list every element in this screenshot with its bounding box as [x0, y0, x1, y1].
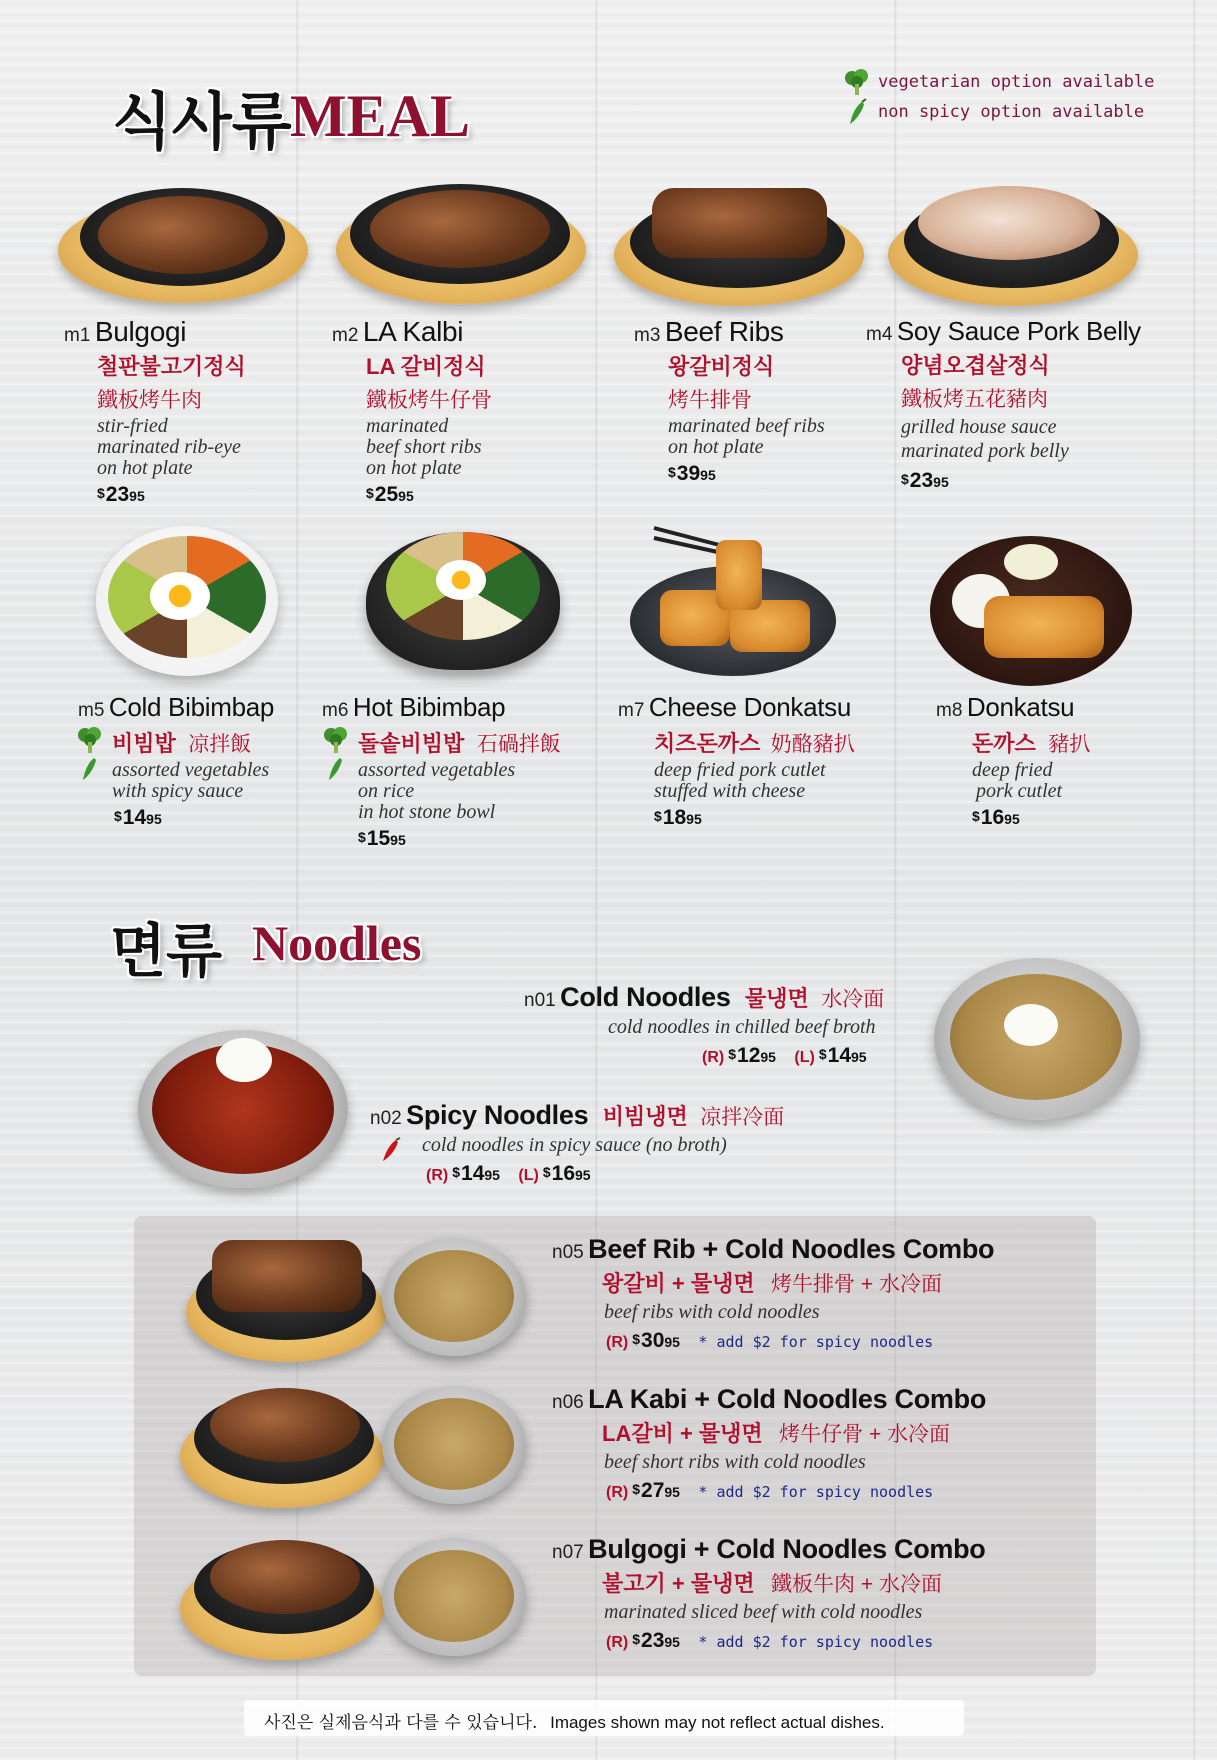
- spicy-upgrade-note: * add $2 for spicy noodles: [698, 1483, 934, 1501]
- item-prices: (R) $3095 * add $2 for spicy noodles: [606, 1329, 934, 1352]
- item-description-line: stuffed with cheese: [654, 780, 806, 802]
- item-name: Hot Bibimbap: [352, 692, 506, 722]
- item-chinese-name: 鐵板牛肉 + 水冷面: [771, 1573, 942, 1596]
- menu-item-m2: [332, 316, 602, 507]
- item-chinese-name: 豬扒: [1048, 733, 1091, 756]
- item-korean-name: LA 갈비정식: [366, 354, 486, 379]
- menu-item-n02: [370, 1100, 870, 1186]
- item-prices: (R) $2795 * add $2 for spicy noodles: [606, 1479, 934, 1502]
- item-description-line: marinated beef ribs: [668, 415, 825, 437]
- item-name: Spicy Noodles: [406, 1100, 589, 1130]
- menu-item-n01: [524, 982, 924, 1068]
- disclaimer-korean: 사진은 실제음식과 다를 수 있습니다.: [264, 1713, 538, 1733]
- item-description: beef short ribs with cold noodles: [604, 1451, 866, 1473]
- item-korean-name: 물냉면: [745, 986, 809, 1011]
- item-description-line: deep fried: [972, 759, 1053, 781]
- item-chinese-name: 烤牛排骨 + 水冷面: [771, 1273, 942, 1296]
- item-name: Cold Bibimbap: [108, 692, 275, 722]
- legend-non-spicy-label: non spicy option available: [878, 102, 1145, 122]
- item-chinese-name: 凉拌飯: [188, 733, 252, 756]
- item-chinese-name: 凉拌冷面: [700, 1106, 785, 1129]
- red-pepper-icon: [378, 1137, 402, 1163]
- menu-item-m5: [78, 692, 328, 830]
- item-description-line: on hot plate: [668, 436, 764, 458]
- item-korean-name: 비빔밥: [112, 731, 176, 756]
- item-description-line: marinated pork belly: [901, 440, 1069, 462]
- item-price: $1895: [654, 806, 702, 829]
- meal-title-korean: 식사류: [112, 85, 292, 158]
- item-code: m7: [618, 700, 645, 721]
- item-code: n07: [552, 1542, 584, 1563]
- item-description: marinated sliced beef with cold noodles: [604, 1601, 923, 1623]
- item-chinese-name: 鐵板烤牛肉: [97, 389, 202, 412]
- item-korean-name: 치즈돈까스: [654, 731, 761, 756]
- green-pepper-icon: [78, 755, 102, 783]
- item-description-line: beef short ribs: [366, 436, 482, 458]
- item-code: n05: [552, 1242, 584, 1263]
- menu-item-m8: [936, 692, 1166, 830]
- item-price: $2395: [901, 469, 949, 492]
- legend-non-spicy: [842, 98, 1154, 126]
- meal-title: MEAL: [290, 83, 470, 149]
- item-korean-name: 양념오겹살정식: [901, 353, 1050, 378]
- item-korean-name: 비빔냉면: [602, 1104, 688, 1129]
- item-description-line: marinated: [366, 415, 449, 437]
- item-korean-name: 돈까스: [972, 731, 1036, 756]
- menu-item-m7: [618, 692, 888, 830]
- item-chinese-name: 石碢拌飯: [476, 733, 561, 756]
- footer-disclaimer: [244, 1700, 964, 1736]
- item-description-line: assorted vegetables: [112, 759, 270, 781]
- disclaimer-english: Images shown may not reflect actual dishes.: [550, 1713, 885, 1732]
- item-description-line: on hot plate: [366, 457, 462, 479]
- item-price: $1695: [972, 806, 1020, 829]
- item-prices: (R) $1295 (L) $1495: [702, 1044, 867, 1067]
- item-code: n06: [552, 1392, 584, 1413]
- item-code: n02: [370, 1108, 402, 1129]
- item-description-line: assorted vegetables: [358, 759, 516, 781]
- item-korean-name: 돌솥비빔밥: [358, 731, 465, 756]
- item-description: beef ribs with cold noodles: [604, 1301, 820, 1323]
- item-chinese-name: 烤牛仔骨 + 水冷面: [779, 1423, 951, 1446]
- item-description-line: deep fried pork cutlet: [654, 759, 826, 781]
- item-code: m6: [322, 700, 349, 721]
- item-chinese-name: 鐵板烤牛仔骨: [366, 389, 492, 412]
- broccoli-icon: [320, 725, 352, 755]
- item-price: $1595: [358, 827, 406, 850]
- item-name: Soy Sauce Pork Belly: [896, 316, 1141, 346]
- item-price: $2395: [97, 483, 145, 506]
- item-code: m2: [332, 325, 359, 346]
- noodles-title-korean: 면류: [110, 917, 223, 985]
- item-chinese-name: 水冷面: [821, 988, 885, 1011]
- item-code: m3: [634, 325, 661, 346]
- legend-vegetarian-label: vegetarian option available: [878, 72, 1155, 92]
- noodles-title: Noodles: [252, 915, 422, 971]
- item-korean-name: 왕갈비 + 물냉면: [602, 1271, 755, 1296]
- item-chinese-name: 鐵板烤五花豬肉: [901, 388, 1048, 411]
- menu-item-m1: [64, 316, 324, 507]
- item-name: LA Kabi + Cold Noodles Combo: [588, 1384, 987, 1414]
- item-price: $3995: [668, 462, 716, 485]
- menu-item-m6: [322, 692, 592, 851]
- item-price: $1495: [114, 806, 162, 829]
- item-description-line: stir-fried: [97, 415, 168, 437]
- item-description-line: grilled house sauce: [901, 416, 1057, 438]
- item-name: Bulgogi + Cold Noodles Combo: [588, 1534, 986, 1564]
- item-korean-name: 왕갈비정식: [668, 354, 775, 379]
- legend: [842, 68, 1154, 126]
- item-name: LA Kalbi: [362, 316, 464, 347]
- item-prices: (R) $1495 (L) $1695: [426, 1162, 591, 1185]
- item-chinese-name: 烤牛排骨: [668, 389, 752, 412]
- item-name: Donkatsu: [966, 692, 1075, 722]
- menu-item-m3: [634, 316, 874, 486]
- item-korean-name: 철판불고기정식: [97, 354, 246, 379]
- item-korean-name: 불고기 + 물냉면: [602, 1571, 755, 1596]
- item-code: m8: [936, 700, 963, 721]
- item-prices: (R) $2395 * add $2 for spicy noodles: [606, 1629, 934, 1652]
- item-name: Beef Rib + Cold Noodles Combo: [588, 1234, 995, 1264]
- item-description-line: on rice: [358, 780, 415, 802]
- item-code: m1: [64, 325, 91, 346]
- legend-vegetarian: [842, 68, 1154, 96]
- item-code: m5: [78, 700, 105, 721]
- item-description-line: on hot plate: [97, 457, 193, 479]
- menu-item-n07: [552, 1534, 1072, 1653]
- item-name: Cheese Donkatsu: [648, 692, 852, 722]
- green-pepper-icon: [842, 98, 872, 126]
- item-chinese-name: 奶酪豬扒: [770, 733, 855, 756]
- broccoli-icon: [842, 68, 872, 96]
- item-code: m4: [866, 324, 893, 345]
- spicy-upgrade-note: * add $2 for spicy noodles: [698, 1333, 934, 1351]
- broccoli-icon: [74, 725, 106, 755]
- item-name: Bulgogi: [94, 316, 187, 347]
- item-description-line: with spicy sauce: [112, 780, 244, 802]
- item-description: cold noodles in spicy sauce (no broth): [422, 1134, 727, 1156]
- item-name: Cold Noodles: [560, 982, 731, 1012]
- menu-item-m4: [866, 316, 1166, 493]
- item-price: $2595: [366, 483, 414, 506]
- item-code: n01: [524, 990, 556, 1011]
- item-description-line: in hot stone bowl: [358, 801, 496, 823]
- spicy-upgrade-note: * add $2 for spicy noodles: [698, 1633, 934, 1651]
- item-description: cold noodles in chilled beef broth: [608, 1016, 876, 1038]
- item-korean-name: LA갈비 + 물냉면: [602, 1421, 763, 1446]
- item-name: Beef Ribs: [664, 316, 784, 347]
- menu-item-n05: [552, 1234, 1072, 1353]
- green-pepper-icon: [324, 755, 348, 783]
- item-description-line: marinated rib-eye: [97, 436, 241, 458]
- menu-item-n06: [552, 1384, 1072, 1503]
- item-description-line: pork cutlet: [976, 780, 1063, 802]
